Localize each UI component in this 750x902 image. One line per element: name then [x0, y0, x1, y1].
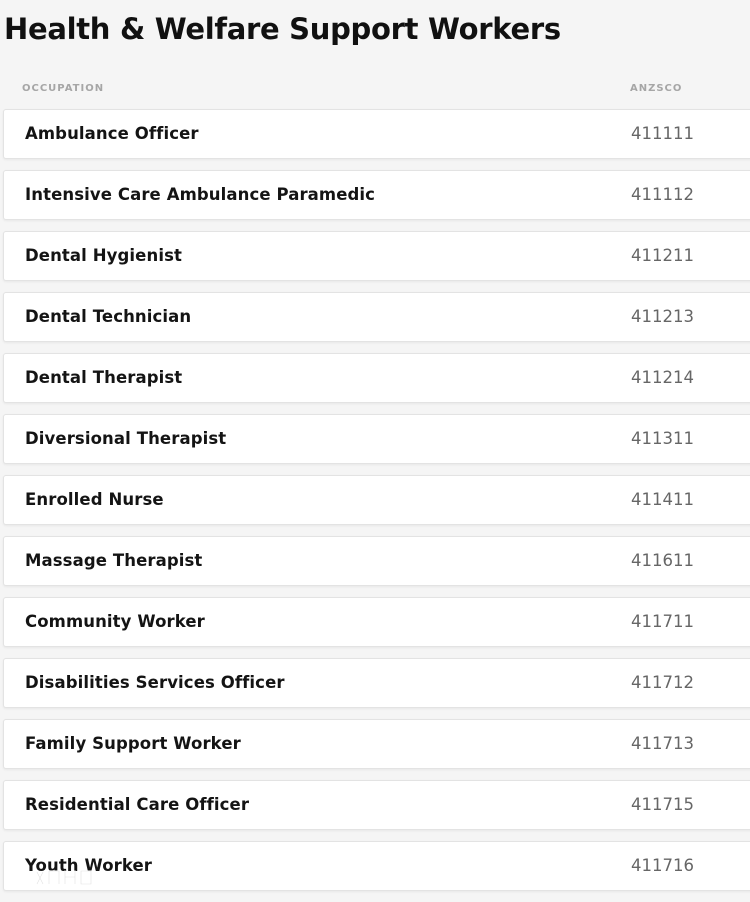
table-row[interactable] — [3, 841, 750, 891]
anzsco-code: 411411 — [631, 490, 694, 509]
table-row[interactable] — [3, 170, 750, 220]
table-row[interactable] — [3, 597, 750, 647]
anzsco-code: 411711 — [631, 612, 694, 631]
table-row[interactable] — [3, 780, 750, 830]
page-title: Health & Welfare Support Workers — [4, 12, 561, 46]
occupation-list — [3, 109, 750, 902]
table-row[interactable] — [3, 719, 750, 769]
occupation-name: Family Support Worker — [25, 734, 241, 753]
occupation-name: Intensive Care Ambulance Paramedic — [25, 185, 376, 204]
anzsco-code: 411111 — [631, 124, 694, 143]
column-header-anzsco: ANZSCO — [630, 83, 683, 94]
anzsco-code: 411713 — [631, 734, 694, 753]
anzsco-code: 411214 — [631, 368, 694, 387]
occupation-name: Enrolled Nurse — [25, 490, 164, 509]
table-row[interactable] — [3, 658, 750, 708]
anzsco-code: 411716 — [631, 856, 694, 875]
occupation-name: Dental Technician — [25, 307, 192, 326]
anzsco-code: 411112 — [631, 185, 694, 204]
occupation-name: Massage Therapist — [25, 551, 203, 570]
watermark-logo — [5, 866, 105, 888]
occupation-name: Dental Hygienist — [25, 246, 182, 265]
table-row[interactable] — [3, 536, 750, 586]
anzsco-code: 411715 — [631, 795, 694, 814]
table-header — [0, 80, 750, 98]
anzsco-code: 411213 — [631, 307, 694, 326]
occupation-name: Disabilities Services Officer — [25, 673, 285, 692]
table-row[interactable] — [3, 109, 750, 159]
occupation-name: Ambulance Officer — [25, 124, 199, 143]
table-row[interactable] — [3, 475, 750, 525]
anzsco-code: 411311 — [631, 429, 694, 448]
table-row[interactable] — [3, 292, 750, 342]
table-row[interactable] — [3, 353, 750, 403]
occupation-name: Dental Therapist — [25, 368, 183, 387]
occupation-name: Youth Worker — [25, 856, 153, 875]
anzsco-code: 411211 — [631, 246, 694, 265]
occupation-name: Community Worker — [25, 612, 205, 631]
occupation-name: Diversional Therapist — [25, 429, 227, 448]
occupation-name: Residential Care Officer — [25, 795, 250, 814]
column-header-occupation: OCCUPATION — [22, 83, 105, 94]
anzsco-code: 411611 — [631, 551, 694, 570]
table-row[interactable] — [3, 231, 750, 281]
anzsco-code: 411712 — [631, 673, 694, 692]
table-row[interactable] — [3, 414, 750, 464]
